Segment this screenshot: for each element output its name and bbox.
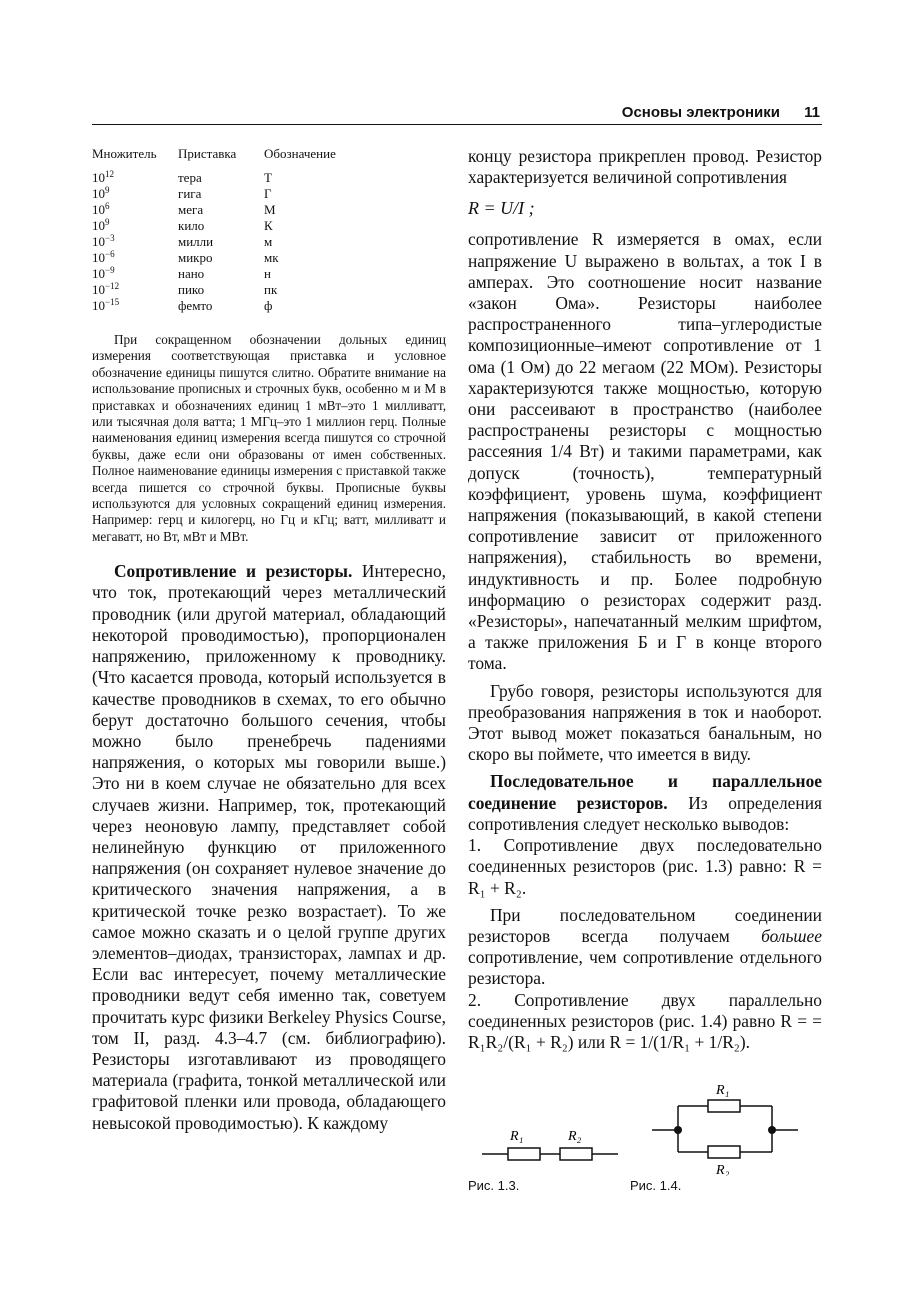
prefix-cell: кило	[178, 218, 205, 233]
table-row	[92, 202, 340, 218]
symbol-cell: пк	[264, 282, 278, 297]
symbol-cell: мк	[264, 250, 279, 265]
table-row	[92, 282, 340, 298]
resistance-text: Интересно, что ток, протекающий через металлический проводник (или другой материал, обладающий некоторой проводимостью), пропорционален напряжению, приложенному к проводнику. (Что касается провода, который используется в качестве проводников в схемах, то его обычно берут достаточно большого сечения, чтобы можно было пренебречь падениями напряжения, о которых мы говорили выше.) Это ни в коем случае не обязательно для всех случаев жизни. Например, ток, протекающий через неоновую лампу, представляет собой нелинейную функцию от приложенного напряжения (он сохраняет нулевое значение до критического значения напряжения, а в критической точке резко возрастает). То же самое можно сказать и о целой группе других элементов–диодах, транзисторах, лампах и др. Если вас интересует, почему металлические проводники ведут себя именно так, советуем прочитать курс физики Berkeley Physics Course, том II, разд. 4.3–4.7 (см. библиографию). Резисторы изготавливают из проводящего материала (графита, тонкой металлической или графитовой пленки или провода, обладающего невысокой проводимостью). К каждому	[92, 561, 447, 1133]
units-note: При сокращенном обозначении дольных единиц измерения соответствующая приставка и условное обозначение единицы пишутся слитно. Обратите внимание на использование прописных и строчных букв, особенно м и М в приставках и обозначениях единиц 1 мВт–это 1 милливатт, или тысячная доля ватта; 1 МГц–это 1 миллион герц. Полные наименования единиц измерения всегда пишутся со строчной буквы, даже если они образованы от имен собственных. Полное наименование единицы измерения с приставкой также всегда пишется со строчной буквы. Прописные буквы используются для условных сокращений единиц измерения. Например: герц и килогерц, но Гц и кГц; ватт, милливатт и мегаватт, но Вт, мВт и МВт.	[92, 332, 446, 544]
table-header-prefix: Приставка	[178, 146, 237, 161]
multiplier-cell	[92, 298, 178, 314]
series-greater-a: При последовательном соединении резисторов всегда получаем	[468, 904, 822, 946]
caption-fig-1-3: Рис. 1.3.	[468, 1178, 520, 1193]
symbol-cell: н	[264, 266, 271, 281]
resistor-r1	[708, 1100, 740, 1112]
header-title: Основы электроники	[621, 104, 780, 121]
label-r2: R₂	[716, 1163, 730, 1176]
paragraph-series-greater	[468, 905, 822, 990]
prefix-cell: гига	[178, 186, 202, 201]
table-row	[92, 170, 340, 186]
multiplier-base: 10	[92, 218, 105, 233]
label-r1: R₁	[510, 1129, 524, 1144]
multiplier-exponent: 12	[105, 169, 114, 179]
table-row	[92, 266, 340, 282]
multiplier-exponent: 9	[105, 185, 110, 195]
figure-parallel-circuit	[648, 1076, 808, 1181]
multiplier-base: 10	[92, 170, 105, 185]
symbol-cell: Т	[264, 170, 272, 185]
symbol-cell: ф	[264, 298, 273, 313]
multiplier-exponent: −15	[105, 297, 120, 307]
table-header-row	[92, 146, 340, 170]
series-greater-b: сопротивление, чем сопротивление отдельного резистора.	[468, 947, 822, 989]
multiplier-cell	[92, 170, 178, 186]
multiplier-base: 10	[92, 250, 105, 265]
multiplier-base: 10	[92, 234, 105, 249]
table-row	[92, 250, 340, 266]
series-parallel-intro: Из определения сопротивления следует несколько выводов:	[468, 792, 823, 834]
table-row	[92, 218, 340, 234]
multiplier-cell	[92, 234, 178, 250]
resistor-r1	[508, 1148, 540, 1160]
multiplier-base: 10	[92, 282, 105, 297]
paragraph-rough: Грубо говоря, резисторы используются для преобразования напряжения в ток и наоборот. Этот вывод может показаться банальным, но скоро вы поймете, что имеется в виду.	[468, 680, 822, 765]
section-heading-series-parallel: Последовательное и параллельное соединение резисторов.	[468, 771, 822, 813]
label-r1: R₁	[716, 1083, 730, 1098]
table-header-symbol: Обозначение	[264, 146, 336, 161]
table-row	[92, 186, 340, 202]
prefix-cell: микро	[178, 250, 213, 265]
node-right	[768, 1126, 776, 1134]
multiplier-base: 10	[92, 298, 105, 313]
symbol-cell: К	[264, 218, 273, 233]
table-header-multiplier: Множитель	[92, 146, 157, 161]
multiplier-exponent: −6	[105, 249, 115, 259]
prefix-cell: мега	[178, 202, 204, 217]
multiplier-exponent: 6	[105, 201, 110, 211]
multiplier-cell	[92, 202, 178, 218]
table-row	[92, 234, 340, 250]
multiplier-cell	[92, 282, 178, 298]
paragraph-series-parallel	[468, 771, 822, 835]
prefix-cell: пико	[178, 282, 205, 297]
page-number: 11	[804, 104, 820, 121]
prefix-cell: тера	[178, 170, 202, 185]
parallel-circuit-diagram	[648, 1076, 808, 1176]
multiplier-cell	[92, 186, 178, 202]
symbol-cell: М	[264, 202, 276, 217]
series-greater-emph: большее	[761, 925, 822, 946]
left-column	[92, 146, 446, 1134]
figure-series-circuit	[480, 1120, 620, 1175]
multiplier-base: 10	[92, 186, 105, 201]
symbol-cell: м	[264, 234, 273, 249]
ohms-law-formula: R = U/I ;	[468, 198, 535, 219]
resistance-section	[92, 561, 446, 1133]
label-r2: R₂	[568, 1129, 582, 1144]
prefix-table	[92, 146, 340, 314]
multiplier-exponent: 9	[105, 217, 110, 227]
multiplier-cell	[92, 218, 178, 234]
multiplier-exponent: −12	[105, 281, 120, 291]
multiplier-base: 10	[92, 202, 105, 217]
multiplier-cell	[92, 250, 178, 266]
multiplier-base: 10	[92, 266, 105, 281]
multiplier-exponent: −9	[105, 265, 115, 275]
paragraph-parallel-rule: 2. Сопротивление двух параллельно соединенных резисторов (рис. 1.4) равно R = = R₁R₂/(R₁ + R₂) или R = 1/(1/R₁ + 1/R₂).	[468, 989, 822, 1052]
series-circuit-diagram	[480, 1120, 620, 1170]
right-column	[468, 146, 822, 1053]
paragraph-series-rule: 1. Сопротивление двух последовательно соединенных резисторов (рис. 1.3) равно: R = R₁ + R₂.	[468, 835, 822, 898]
multiplier-cell	[92, 266, 178, 282]
paragraph-resistor-def: концу резистора прикреплен провод. Резистор характеризуется величиной сопротивления	[468, 146, 822, 188]
running-header	[92, 102, 822, 125]
prefix-cell: фемто	[178, 298, 213, 313]
section-heading-resistors: Сопротивление и резисторы.	[114, 561, 353, 582]
multiplier-exponent: −3	[105, 233, 115, 243]
resistor-r2	[560, 1148, 592, 1160]
symbol-cell: Г	[264, 186, 272, 201]
caption-fig-1-4: Рис. 1.4.	[630, 1178, 682, 1193]
table-row	[92, 298, 340, 314]
prefix-cell: милли	[178, 234, 214, 249]
prefix-cell: нано	[178, 266, 205, 281]
resistor-r2	[708, 1146, 740, 1158]
node-left	[674, 1126, 682, 1134]
paragraph-ohms-law: сопротивление R измеряется в омах, если напряжение U выражено в вольтах, а ток I в амперах. Это соотношение носит название «закон Ома». Резисторы наиболее распространенного типа–углеродистые композиционные–имеют сопротивление от 1 ома (1 Ом) до 22 мегаом (22 МОм). Резисторы характеризуются также мощностью, которую они рассеивают в пространство (наиболее распространены резисторы с мощностью рассеяния 1/4 Вт) и такими параметрами, как допуск (точность), температурный коэффициент, уровень шума, коэффициент напряжения (показывающий, в какой степени сопротивление зависит от приложенного напряжения), стабильность во времени, индуктивность и пр. Более подробную информацию о резисторах содержит разд. «Резисторы», напечатанный мелким шрифтом, а также приложения Б и Г в конце второго тома.	[468, 229, 822, 674]
